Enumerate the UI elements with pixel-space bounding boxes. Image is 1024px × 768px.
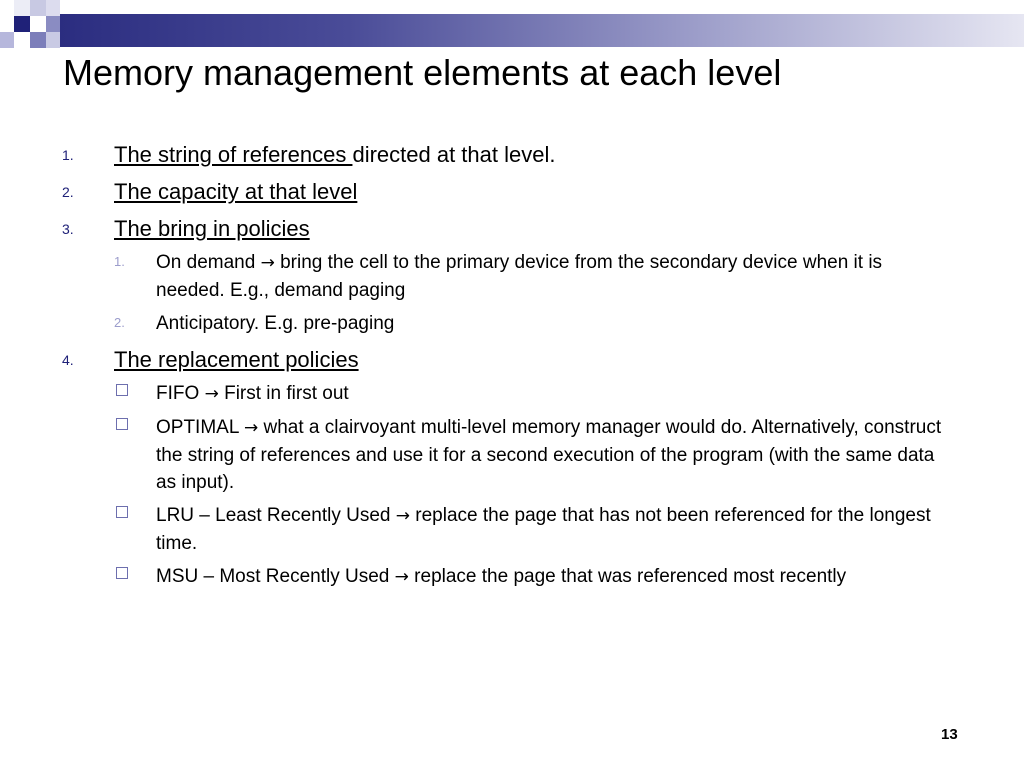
sub-item-fifo xyxy=(0,380,1024,408)
arrow-right-icon: → xyxy=(395,506,410,526)
sub-item-rest: what a clairvoyant multi-level memory manager would do. Alternatively, construct the string of references and use it for a second execution of the program (with the same data as input). xyxy=(156,417,942,493)
decor-square xyxy=(30,32,46,48)
sub-item-rest: replace the page that has not been referenced for the longest time. xyxy=(156,505,931,554)
header-gradient-bar xyxy=(60,14,1024,47)
arrow-right-icon: → xyxy=(204,384,219,404)
sub-item-lead: MSU – Most Recently Used xyxy=(156,566,395,587)
sub-item-lead: OPTIMAL xyxy=(156,417,244,438)
decor-square xyxy=(46,16,60,32)
arrow-right-icon: → xyxy=(243,418,259,438)
list-item-4 xyxy=(0,343,1024,380)
decor-square xyxy=(14,0,30,16)
decor-square xyxy=(30,16,46,32)
sub-item-lead: Anticipatory. E.g. pre-paging xyxy=(156,313,395,334)
sub-item-rest: bring the cell to the primary device from the secondary device when it is needed. E.g., demand paging xyxy=(156,252,883,301)
sub-item-text xyxy=(156,249,956,304)
list-number: 3. xyxy=(62,221,74,237)
square-bullet-icon xyxy=(116,567,128,579)
sub-item-msu xyxy=(0,563,1024,591)
underlined-text: The bring in policies xyxy=(114,216,310,241)
list-item-3 xyxy=(0,212,1024,249)
list-item-1 xyxy=(0,138,1024,175)
underlined-text: The string of references xyxy=(114,142,353,167)
sub-item-text xyxy=(156,563,956,591)
slide-content xyxy=(0,138,1024,597)
page-number: 13 xyxy=(941,726,958,743)
sub-item-text xyxy=(156,310,956,337)
underlined-text: The capacity at that level xyxy=(114,179,358,204)
arrow-right-icon: → xyxy=(394,567,409,587)
sub-item-rest: First in first out xyxy=(218,383,349,404)
sub-item-anticipatory xyxy=(0,310,1024,337)
decor-square xyxy=(46,32,60,48)
decor-square xyxy=(46,0,60,16)
sub-item-text xyxy=(156,414,956,496)
list-number: 2. xyxy=(62,184,74,200)
square-bullet-icon xyxy=(116,506,128,518)
sub-item-on-demand xyxy=(0,249,1024,304)
sub-item-lead: On demand xyxy=(156,252,261,273)
sub-list-number: 1. xyxy=(114,254,125,269)
sub-item-rest: replace the page that was referenced most recently xyxy=(408,566,847,587)
sub-item-lead: LRU – Least Recently Used xyxy=(156,505,396,526)
decor-square xyxy=(30,0,46,16)
plain-text: directed at that level. xyxy=(352,142,556,167)
sub-item-text xyxy=(156,502,956,557)
list-text xyxy=(114,347,359,373)
list-text xyxy=(114,179,357,205)
decor-square xyxy=(0,32,14,48)
arrow-right-icon: → xyxy=(260,253,275,273)
sub-item-optimal xyxy=(0,414,1024,496)
list-text xyxy=(114,216,310,242)
list-number: 1. xyxy=(62,147,74,163)
sub-item-lead: FIFO xyxy=(156,383,205,404)
square-bullet-icon xyxy=(116,384,128,396)
list-item-2 xyxy=(0,175,1024,212)
sub-item-lru xyxy=(0,502,1024,557)
sub-item-text xyxy=(156,380,956,408)
decor-square xyxy=(14,16,30,32)
list-text xyxy=(114,142,555,168)
slide-title: Memory management elements at each level xyxy=(63,52,782,93)
list-number: 4. xyxy=(62,352,74,368)
underlined-text: The replacement policies xyxy=(114,347,359,372)
sub-list-number: 2. xyxy=(114,315,125,330)
square-bullet-icon xyxy=(116,418,128,430)
